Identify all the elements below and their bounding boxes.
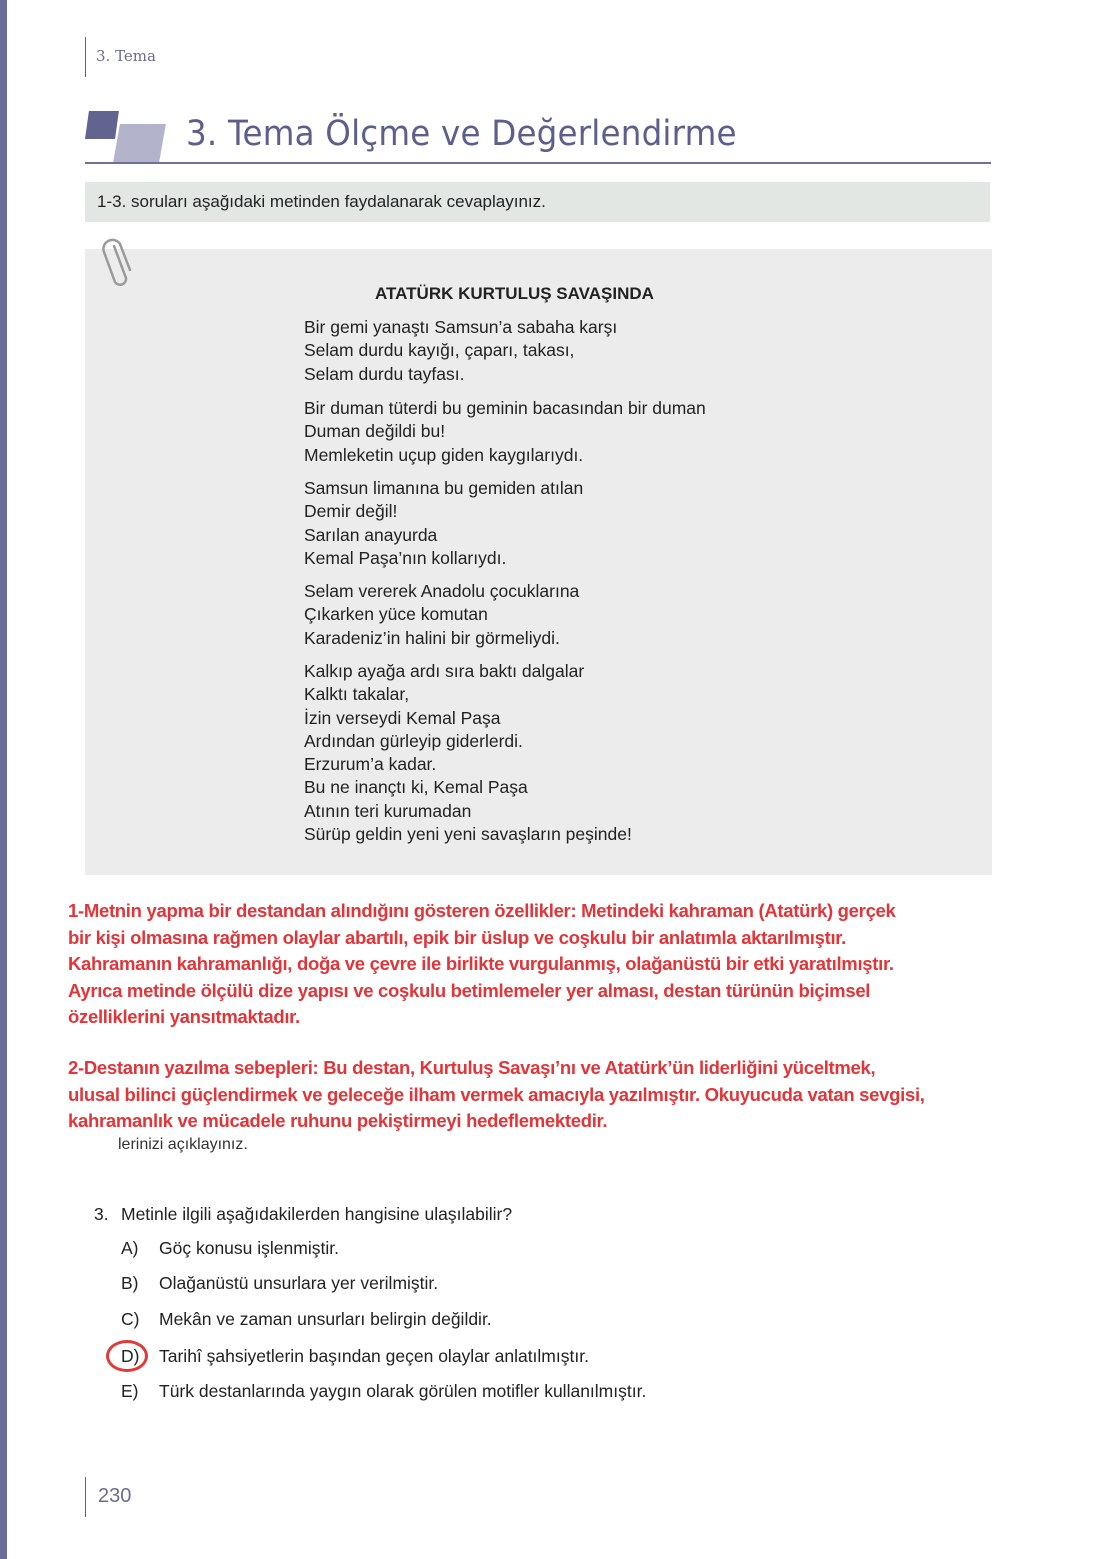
- page-number: 230: [98, 1485, 132, 1507]
- poem-line: Demir değil!: [304, 501, 398, 522]
- question-3: [94, 1204, 512, 1225]
- question-text: Metinle ilgili aşağıdakilerden hangisine ulaşılabilir?: [121, 1204, 513, 1224]
- option-e[interactable]: [121, 1381, 646, 1402]
- option-text: Tarihî şahsiyetlerin başından geçen olaylar anlatılmıştır.: [159, 1346, 589, 1366]
- poem-stanza-2: [304, 397, 706, 467]
- poem-line: İzin verseydi Kemal Paşa: [304, 707, 501, 728]
- poem-line: Karadeniz’in halini bir görmeliydi.: [304, 627, 560, 648]
- poem-stanza-3: [304, 477, 583, 570]
- poem-line: Kalktı takalar,: [304, 684, 410, 705]
- poem-line: Çıkarken yüce komutan: [304, 604, 488, 625]
- option-a[interactable]: [121, 1238, 339, 1259]
- poem-title: ATATÜRK KURTULUŞ SAVAŞINDA: [375, 284, 654, 303]
- answer-1: [68, 898, 896, 1031]
- poem-line: Kalkıp ayağa ardı sıra baktı dalgalar: [304, 661, 585, 681]
- option-letter: D): [121, 1346, 140, 1366]
- option-b[interactable]: [121, 1273, 438, 1294]
- poem-line: Atının teri kurumadan: [304, 800, 472, 821]
- answer-line: Ayrıca metinde ölçülü dize yapısı ve coşkulu betimlemeler yer alması, destan türünün biçimsel: [68, 979, 871, 1001]
- answer-line: özelliklerini yansıtmaktadır.: [68, 1006, 300, 1027]
- poem-line: Erzurum’a kadar.: [304, 754, 437, 775]
- poem-line: Selam durdu kayığı, çaparı, takası,: [304, 340, 575, 361]
- answer-line: 2-Destanın yazılma sebepleri: Bu destan, Kurtuluş Savaşı’nı ve Atatürk’ün liderliğini yüceltmek,: [68, 1057, 876, 1078]
- poem-line: Kemal Paşa’nın kollarıydı.: [304, 547, 507, 568]
- poem-line: Selam durdu tayfası.: [304, 363, 465, 384]
- answer-line: Kahramanın kahramanlığı, doğa ve çevre ile birlikte vurgulanmış, olağanüstü bir etki yaratılmıştır.: [68, 953, 894, 974]
- answer-line: 1-Metnin yapma bir destandan alındığını gösteren özellikler: Metindeki kahraman (Atatürk) gerçek: [68, 900, 896, 921]
- answer-line: bir kişi olmasına rağmen olaylar abartılı, epik bir üslup ve coşkulu bir anlatımla aktarılmıştır.: [68, 926, 846, 948]
- left-margin-band: [0, 0, 7, 1559]
- answer-circle-mark: [106, 1340, 148, 1372]
- footer-divider: [85, 1477, 86, 1517]
- option-d[interactable]: [121, 1346, 589, 1367]
- option-letter: B): [121, 1273, 139, 1293]
- poem-line: Memleketin uçup giden kaygılarıydı.: [304, 444, 584, 465]
- poem-line: Duman değildi bu!: [304, 421, 446, 442]
- answer-line: ulusal bilinci güçlendirmek ve geleceğe ilham vermek amacıyla yazılmıştır. Okuyucuda vatan sevgisi,: [68, 1083, 925, 1105]
- poem-line: Ardından gürleyip giderlerdi.: [304, 730, 523, 751]
- poem-line: Bir gemi yanaştı Samsun’a sabaha karşı: [304, 317, 618, 337]
- poem-line: Selam vererek Anadolu çocuklarına: [304, 581, 580, 601]
- question-number: 3.: [94, 1204, 109, 1224]
- poem-line: Samsun limanına bu gemiden atılan: [304, 478, 584, 498]
- title-decoration-light: [113, 124, 166, 163]
- option-letter: C): [121, 1309, 140, 1329]
- poem-stanza-4: [304, 580, 579, 650]
- poem-line: Sarılan anayurda: [304, 524, 438, 545]
- section-label: 3. Tema: [96, 47, 156, 65]
- instruction-text: 1-3. soruları aşağıdaki metinden faydalanarak cevaplayınız.: [97, 192, 546, 211]
- option-text: Olağanüstü unsurlara yer verilmiştir.: [159, 1273, 439, 1293]
- answer-line: kahramanlık ve mücadele ruhunu pekiştirmeyi hedeflemektedir.: [68, 1110, 608, 1131]
- option-text: Türk destanlarında yaygın olarak görülen motifler kullanılmıştır.: [159, 1381, 647, 1401]
- poem-line: Bir duman tüterdi bu geminin bacasından bir duman: [304, 398, 706, 418]
- option-c[interactable]: [121, 1309, 492, 1330]
- title-decoration-dark: [85, 111, 119, 139]
- option-text: Mekân ve zaman unsurları belirgin değildir.: [159, 1309, 492, 1329]
- option-letter: E): [121, 1381, 139, 1401]
- paperclip-icon: [100, 232, 140, 292]
- poem-line: Bu ne inançtı ki, Kemal Paşa: [304, 777, 528, 798]
- answer-2: [68, 1055, 925, 1135]
- option-text: Göç konusu işlenmiştir.: [159, 1238, 339, 1258]
- poem-line: Sürüp geldin yeni yeni savaşların peşinde!: [304, 824, 632, 845]
- header-divider: [85, 37, 86, 77]
- title-underline: [85, 162, 991, 164]
- option-letter: A): [121, 1238, 139, 1258]
- page-title: 3. Tema Ölçme ve Değerlendirme: [186, 114, 737, 154]
- poem-stanza-5: [304, 660, 632, 846]
- poem-stanza-1: [304, 316, 617, 386]
- instruction-banner: [85, 182, 990, 222]
- residual-question-text: lerinizi açıklayınız.: [118, 1136, 248, 1153]
